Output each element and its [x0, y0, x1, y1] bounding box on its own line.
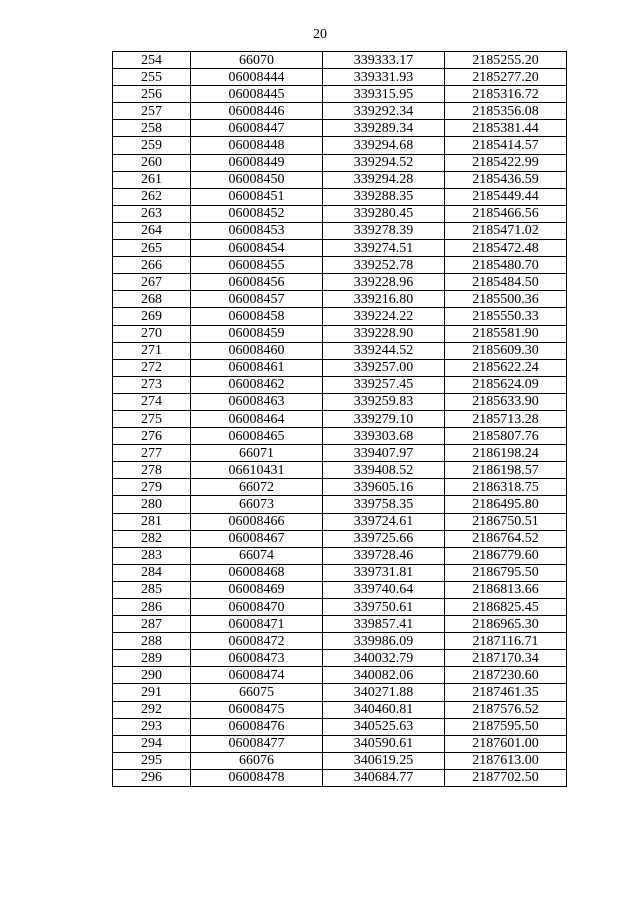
- point-number-cell: 267: [113, 274, 191, 291]
- point-number-cell: 289: [113, 650, 191, 667]
- x-coordinate-cell: 339750.61: [323, 599, 445, 616]
- point-number-cell: 281: [113, 513, 191, 530]
- y-coordinate-cell: 2185381.44: [445, 120, 567, 137]
- y-coordinate-cell: 2185624.09: [445, 376, 567, 393]
- x-coordinate-cell: 339257.45: [323, 376, 445, 393]
- point-id-cell: 66071: [191, 445, 323, 462]
- table-row: [113, 684, 567, 701]
- x-coordinate-cell: 339228.96: [323, 274, 445, 291]
- point-id-cell: 06008445: [191, 86, 323, 103]
- y-coordinate-cell: 2187230.60: [445, 667, 567, 684]
- y-coordinate-cell: 2185316.72: [445, 86, 567, 103]
- y-coordinate-cell: 2187601.00: [445, 735, 567, 752]
- table-row: [113, 308, 567, 325]
- y-coordinate-cell: 2187613.00: [445, 752, 567, 769]
- x-coordinate-cell: 340460.81: [323, 701, 445, 718]
- point-id-cell: 06008446: [191, 103, 323, 120]
- coordinates-table: [112, 51, 567, 787]
- point-id-cell: 06008444: [191, 69, 323, 86]
- point-number-cell: 295: [113, 752, 191, 769]
- point-id-cell: 06008458: [191, 308, 323, 325]
- table-row: [113, 462, 567, 479]
- point-number-cell: 279: [113, 479, 191, 496]
- y-coordinate-cell: 2187116.71: [445, 633, 567, 650]
- point-number-cell: 257: [113, 103, 191, 120]
- y-coordinate-cell: 2187576.52: [445, 701, 567, 718]
- point-id-cell: 06610431: [191, 462, 323, 479]
- coordinates-table-body: [113, 52, 567, 787]
- point-id-cell: 06008456: [191, 274, 323, 291]
- x-coordinate-cell: 339731.81: [323, 564, 445, 581]
- point-number-cell: 258: [113, 120, 191, 137]
- x-coordinate-cell: 339244.52: [323, 342, 445, 359]
- y-coordinate-cell: 2185633.90: [445, 393, 567, 410]
- point-id-cell: 66075: [191, 684, 323, 701]
- table-row: [113, 735, 567, 752]
- table-row: [113, 718, 567, 735]
- y-coordinate-cell: 2185356.08: [445, 103, 567, 120]
- y-coordinate-cell: 2185484.50: [445, 274, 567, 291]
- x-coordinate-cell: 339216.80: [323, 291, 445, 308]
- y-coordinate-cell: 2187702.50: [445, 769, 567, 786]
- point-id-cell: 06008463: [191, 393, 323, 410]
- x-coordinate-cell: 339740.64: [323, 581, 445, 598]
- table-row: [113, 633, 567, 650]
- point-id-cell: 06008472: [191, 633, 323, 650]
- y-coordinate-cell: 2186813.66: [445, 581, 567, 598]
- table-row: [113, 410, 567, 427]
- point-id-cell: 06008459: [191, 325, 323, 342]
- point-id-cell: 06008475: [191, 701, 323, 718]
- point-number-cell: 268: [113, 291, 191, 308]
- y-coordinate-cell: 2186779.60: [445, 547, 567, 564]
- point-id-cell: 06008448: [191, 137, 323, 154]
- table-row: [113, 342, 567, 359]
- point-id-cell: 66076: [191, 752, 323, 769]
- y-coordinate-cell: 2186965.30: [445, 616, 567, 633]
- point-id-cell: 06008467: [191, 530, 323, 547]
- point-id-cell: 06008470: [191, 599, 323, 616]
- point-number-cell: 272: [113, 359, 191, 376]
- point-number-cell: 287: [113, 616, 191, 633]
- x-coordinate-cell: 339252.78: [323, 257, 445, 274]
- x-coordinate-cell: 339294.28: [323, 171, 445, 188]
- point-id-cell: 06008450: [191, 171, 323, 188]
- point-number-cell: 286: [113, 599, 191, 616]
- point-id-cell: 06008478: [191, 769, 323, 786]
- x-coordinate-cell: 339728.46: [323, 547, 445, 564]
- x-coordinate-cell: 339303.68: [323, 428, 445, 445]
- point-number-cell: 285: [113, 581, 191, 598]
- table-row: [113, 52, 567, 69]
- point-number-cell: 254: [113, 52, 191, 69]
- y-coordinate-cell: 2185622.24: [445, 359, 567, 376]
- x-coordinate-cell: 339725.66: [323, 530, 445, 547]
- x-coordinate-cell: 339724.61: [323, 513, 445, 530]
- table-row: [113, 222, 567, 239]
- y-coordinate-cell: 2185480.70: [445, 257, 567, 274]
- point-id-cell: 06008460: [191, 342, 323, 359]
- y-coordinate-cell: 2186750.51: [445, 513, 567, 530]
- point-id-cell: 66074: [191, 547, 323, 564]
- table-row: [113, 274, 567, 291]
- x-coordinate-cell: 339605.16: [323, 479, 445, 496]
- x-coordinate-cell: 339228.90: [323, 325, 445, 342]
- y-coordinate-cell: 2185255.20: [445, 52, 567, 69]
- table-row: [113, 530, 567, 547]
- x-coordinate-cell: 339274.51: [323, 240, 445, 257]
- point-id-cell: 06008469: [191, 581, 323, 598]
- point-id-cell: 06008464: [191, 410, 323, 427]
- table-row: [113, 69, 567, 86]
- x-coordinate-cell: 340590.61: [323, 735, 445, 752]
- table-row: [113, 701, 567, 718]
- x-coordinate-cell: 340684.77: [323, 769, 445, 786]
- point-id-cell: 06008449: [191, 154, 323, 171]
- table-row: [113, 86, 567, 103]
- table-row: [113, 171, 567, 188]
- point-number-cell: 274: [113, 393, 191, 410]
- table-row: [113, 428, 567, 445]
- point-id-cell: 06008477: [191, 735, 323, 752]
- x-coordinate-cell: 339407.97: [323, 445, 445, 462]
- y-coordinate-cell: 2185414.57: [445, 137, 567, 154]
- point-id-cell: 06008454: [191, 240, 323, 257]
- y-coordinate-cell: 2186825.45: [445, 599, 567, 616]
- y-coordinate-cell: 2185609.30: [445, 342, 567, 359]
- table-row: [113, 240, 567, 257]
- y-coordinate-cell: 2186495.80: [445, 496, 567, 513]
- point-number-cell: 275: [113, 410, 191, 427]
- table-row: [113, 599, 567, 616]
- point-number-cell: 256: [113, 86, 191, 103]
- point-id-cell: 06008476: [191, 718, 323, 735]
- x-coordinate-cell: 339292.34: [323, 103, 445, 120]
- point-number-cell: 265: [113, 240, 191, 257]
- table-row: [113, 769, 567, 786]
- x-coordinate-cell: 339224.22: [323, 308, 445, 325]
- y-coordinate-cell: 2187170.34: [445, 650, 567, 667]
- y-coordinate-cell: 2185713.28: [445, 410, 567, 427]
- table-row: [113, 103, 567, 120]
- table-row: [113, 257, 567, 274]
- point-number-cell: 276: [113, 428, 191, 445]
- x-coordinate-cell: 339289.34: [323, 120, 445, 137]
- y-coordinate-cell: 2185472.48: [445, 240, 567, 257]
- x-coordinate-cell: 339294.68: [323, 137, 445, 154]
- y-coordinate-cell: 2185466.56: [445, 205, 567, 222]
- point-number-cell: 260: [113, 154, 191, 171]
- point-id-cell: 66070: [191, 52, 323, 69]
- y-coordinate-cell: 2185550.33: [445, 308, 567, 325]
- y-coordinate-cell: 2186318.75: [445, 479, 567, 496]
- table-row: [113, 154, 567, 171]
- y-coordinate-cell: 2186198.24: [445, 445, 567, 462]
- x-coordinate-cell: 339259.83: [323, 393, 445, 410]
- point-number-cell: 271: [113, 342, 191, 359]
- y-coordinate-cell: 2186795.50: [445, 564, 567, 581]
- point-id-cell: 06008471: [191, 616, 323, 633]
- x-coordinate-cell: 339408.52: [323, 462, 445, 479]
- x-coordinate-cell: 339279.10: [323, 410, 445, 427]
- x-coordinate-cell: 340525.63: [323, 718, 445, 735]
- point-number-cell: 288: [113, 633, 191, 650]
- x-coordinate-cell: 339280.45: [323, 205, 445, 222]
- page-number: 20: [313, 27, 327, 42]
- point-id-cell: 06008465: [191, 428, 323, 445]
- x-coordinate-cell: 339288.35: [323, 188, 445, 205]
- table-row: [113, 325, 567, 342]
- point-number-cell: 283: [113, 547, 191, 564]
- table-row: [113, 479, 567, 496]
- point-number-cell: 261: [113, 171, 191, 188]
- y-coordinate-cell: 2187461.35: [445, 684, 567, 701]
- x-coordinate-cell: 339758.35: [323, 496, 445, 513]
- table-row: [113, 205, 567, 222]
- y-coordinate-cell: 2185581.90: [445, 325, 567, 342]
- x-coordinate-cell: 339257.00: [323, 359, 445, 376]
- y-coordinate-cell: 2185500.36: [445, 291, 567, 308]
- table-row: [113, 667, 567, 684]
- table-row: [113, 445, 567, 462]
- point-number-cell: 290: [113, 667, 191, 684]
- table-row: [113, 616, 567, 633]
- point-id-cell: 06008462: [191, 376, 323, 393]
- x-coordinate-cell: 339333.17: [323, 52, 445, 69]
- point-number-cell: 284: [113, 564, 191, 581]
- point-number-cell: 291: [113, 684, 191, 701]
- x-coordinate-cell: 339331.93: [323, 69, 445, 86]
- table-row: [113, 581, 567, 598]
- point-number-cell: 292: [113, 701, 191, 718]
- point-id-cell: 06008455: [191, 257, 323, 274]
- y-coordinate-cell: 2185471.02: [445, 222, 567, 239]
- point-number-cell: 294: [113, 735, 191, 752]
- x-coordinate-cell: 340271.88: [323, 684, 445, 701]
- point-number-cell: 269: [113, 308, 191, 325]
- point-number-cell: 278: [113, 462, 191, 479]
- point-number-cell: 262: [113, 188, 191, 205]
- y-coordinate-cell: 2185277.20: [445, 69, 567, 86]
- y-coordinate-cell: 2185436.59: [445, 171, 567, 188]
- point-id-cell: 06008468: [191, 564, 323, 581]
- y-coordinate-cell: 2185449.44: [445, 188, 567, 205]
- table-row: [113, 376, 567, 393]
- table-row: [113, 650, 567, 667]
- point-id-cell: 06008473: [191, 650, 323, 667]
- table-row: [113, 752, 567, 769]
- table-row: [113, 496, 567, 513]
- x-coordinate-cell: 339294.52: [323, 154, 445, 171]
- table-row: [113, 564, 567, 581]
- table-row: [113, 188, 567, 205]
- point-number-cell: 273: [113, 376, 191, 393]
- y-coordinate-cell: 2185807.76: [445, 428, 567, 445]
- point-id-cell: 06008466: [191, 513, 323, 530]
- point-id-cell: 66072: [191, 479, 323, 496]
- point-number-cell: 266: [113, 257, 191, 274]
- point-id-cell: 06008451: [191, 188, 323, 205]
- table-row: [113, 393, 567, 410]
- x-coordinate-cell: 340619.25: [323, 752, 445, 769]
- point-number-cell: 263: [113, 205, 191, 222]
- table-row: [113, 120, 567, 137]
- y-coordinate-cell: 2186764.52: [445, 530, 567, 547]
- x-coordinate-cell: 340082.06: [323, 667, 445, 684]
- point-number-cell: 296: [113, 769, 191, 786]
- point-number-cell: 270: [113, 325, 191, 342]
- point-number-cell: 259: [113, 137, 191, 154]
- point-number-cell: 280: [113, 496, 191, 513]
- y-coordinate-cell: 2187595.50: [445, 718, 567, 735]
- table-row: [113, 137, 567, 154]
- point-number-cell: 255: [113, 69, 191, 86]
- point-id-cell: 06008452: [191, 205, 323, 222]
- table-row: [113, 513, 567, 530]
- y-coordinate-cell: 2185422.99: [445, 154, 567, 171]
- point-id-cell: 06008457: [191, 291, 323, 308]
- y-coordinate-cell: 2186198.57: [445, 462, 567, 479]
- point-id-cell: 06008474: [191, 667, 323, 684]
- x-coordinate-cell: 339315.95: [323, 86, 445, 103]
- point-id-cell: 06008453: [191, 222, 323, 239]
- point-number-cell: 277: [113, 445, 191, 462]
- point-id-cell: 66073: [191, 496, 323, 513]
- point-number-cell: 293: [113, 718, 191, 735]
- point-number-cell: 282: [113, 530, 191, 547]
- table-row: [113, 291, 567, 308]
- x-coordinate-cell: 339857.41: [323, 616, 445, 633]
- point-id-cell: 06008461: [191, 359, 323, 376]
- x-coordinate-cell: 339986.09: [323, 633, 445, 650]
- point-number-cell: 264: [113, 222, 191, 239]
- x-coordinate-cell: 340032.79: [323, 650, 445, 667]
- table-row: [113, 547, 567, 564]
- point-id-cell: 06008447: [191, 120, 323, 137]
- table-row: [113, 359, 567, 376]
- x-coordinate-cell: 339278.39: [323, 222, 445, 239]
